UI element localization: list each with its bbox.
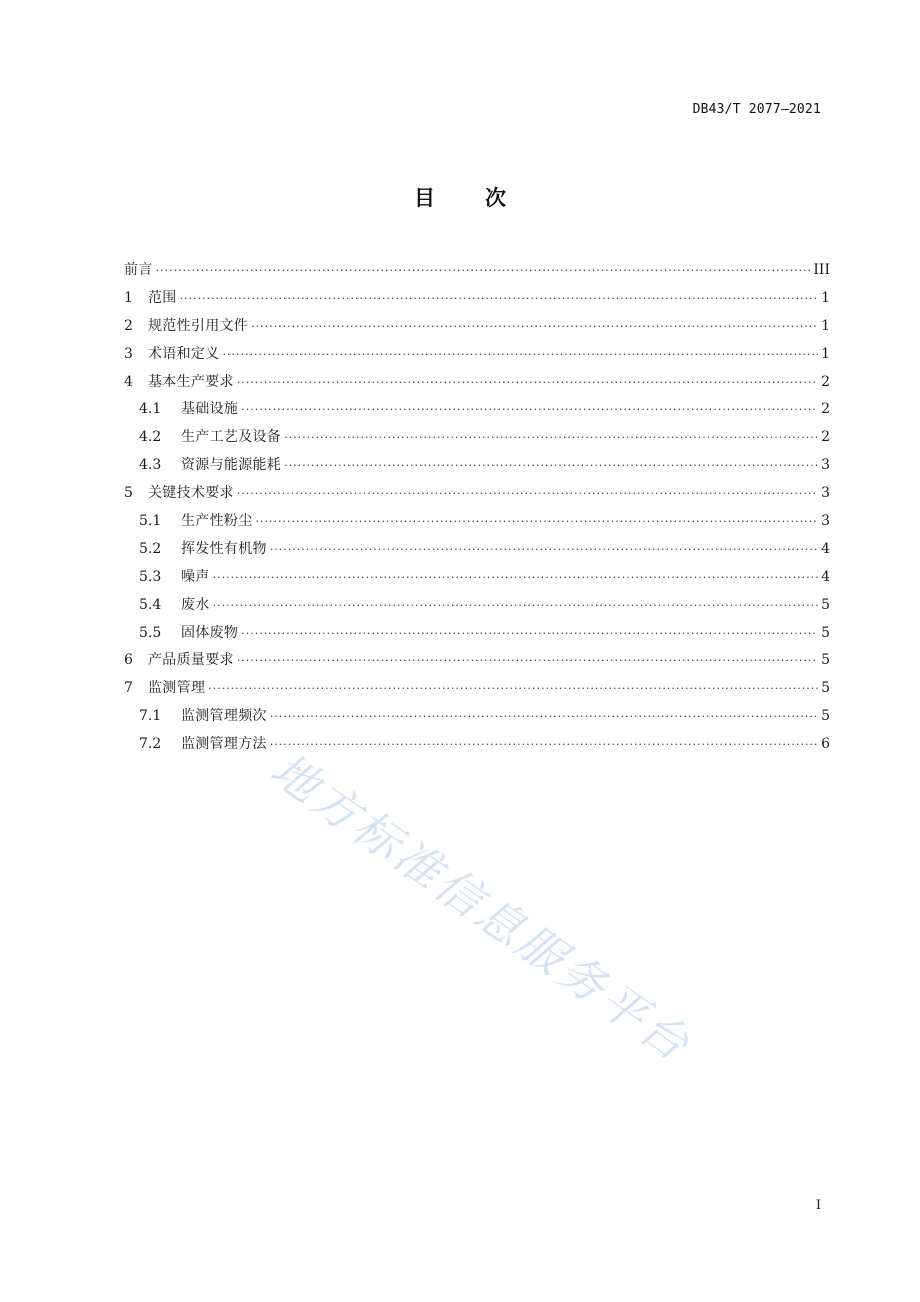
toc-entry-page: 3 bbox=[821, 457, 830, 474]
toc-entry-number: 7.1 bbox=[139, 708, 162, 725]
toc-entry-number: 4.3 bbox=[139, 457, 162, 474]
toc-entry-label: 噪声 bbox=[181, 568, 210, 585]
toc-dot-leader bbox=[213, 592, 818, 620]
toc-entry-label: 基本生产要求 bbox=[148, 373, 234, 390]
toc-entry[interactable] bbox=[124, 675, 830, 703]
toc-entry-label: 生产性粉尘 bbox=[181, 513, 253, 530]
toc-dot-leader bbox=[270, 703, 818, 731]
toc-dot-leader bbox=[270, 536, 818, 564]
toc-entry-label: 监测管理方法 bbox=[181, 736, 267, 753]
page-title: 目次 bbox=[414, 186, 556, 210]
toc-entry-label: 规范性引用文件 bbox=[148, 317, 249, 334]
toc-entry-number: 4.1 bbox=[139, 401, 162, 418]
toc-entry-label: 范围 bbox=[148, 289, 177, 306]
toc-entry-number: 5.1 bbox=[139, 513, 162, 530]
toc-dot-leader bbox=[284, 424, 818, 452]
toc-entry-page: 3 bbox=[821, 513, 830, 530]
toc-entry[interactable] bbox=[124, 341, 830, 369]
toc-entry-page: 4 bbox=[821, 540, 830, 557]
toc-entry-page: 6 bbox=[821, 736, 830, 753]
toc-entry[interactable] bbox=[124, 369, 830, 397]
toc-dot-leader bbox=[213, 564, 818, 592]
toc-entry-number: 5.4 bbox=[139, 596, 162, 613]
toc-entry[interactable] bbox=[124, 396, 830, 424]
toc-entry[interactable] bbox=[124, 592, 830, 620]
toc-entry[interactable] bbox=[124, 257, 830, 285]
toc-entry[interactable] bbox=[124, 564, 830, 592]
toc-dot-leader bbox=[251, 313, 818, 341]
toc-entry-page: 1 bbox=[821, 317, 830, 334]
toc-dot-leader bbox=[237, 480, 818, 508]
toc-dot-leader bbox=[241, 620, 818, 648]
toc-entry-label: 前言 bbox=[124, 262, 153, 278]
toc-entry-label: 监测管理 bbox=[148, 680, 206, 697]
toc-entry-page: III bbox=[813, 262, 830, 278]
toc-entry-page: 5 bbox=[821, 708, 830, 725]
toc-dot-leader bbox=[237, 647, 818, 675]
toc-entry-label: 固体废物 bbox=[181, 624, 239, 641]
toc-entry[interactable] bbox=[124, 647, 830, 675]
toc-entry-label: 废水 bbox=[181, 596, 210, 613]
toc-entry[interactable] bbox=[124, 508, 830, 536]
toc-entry-number: 4.2 bbox=[139, 429, 162, 446]
toc-entry[interactable] bbox=[124, 480, 830, 508]
toc-entry-page: 5 bbox=[821, 652, 830, 669]
page-number: I bbox=[815, 1198, 821, 1213]
toc-entry-page: 5 bbox=[821, 596, 830, 613]
toc-dot-leader bbox=[223, 341, 819, 369]
toc-entry-label: 关键技术要求 bbox=[148, 485, 234, 502]
toc-entry-page: 2 bbox=[821, 429, 830, 446]
toc-entry-page: 4 bbox=[821, 568, 830, 585]
toc-entry[interactable] bbox=[124, 313, 830, 341]
toc-entry-label: 生产工艺及设备 bbox=[181, 429, 282, 446]
toc-entry-number: 2 bbox=[124, 317, 133, 334]
toc-entry-label: 挥发性有机物 bbox=[181, 540, 267, 557]
toc-dot-leader bbox=[256, 508, 819, 536]
toc-entry-page: 2 bbox=[821, 401, 830, 418]
toc-dot-leader bbox=[180, 285, 818, 313]
toc-entry-page: 2 bbox=[821, 373, 830, 390]
toc-entry-number: 1 bbox=[124, 289, 133, 306]
toc-entry[interactable] bbox=[124, 536, 830, 564]
document-code: DB43/T 2077—2021 bbox=[692, 102, 821, 117]
toc-entry-number: 5.3 bbox=[139, 568, 162, 585]
toc-dot-leader bbox=[208, 675, 818, 703]
toc-dot-leader bbox=[284, 452, 818, 480]
toc-dot-leader bbox=[241, 396, 818, 424]
toc-entry-label: 术语和定义 bbox=[148, 345, 220, 362]
toc-entry[interactable] bbox=[124, 285, 830, 313]
watermark: 地方标准信息服务平台 bbox=[261, 741, 702, 1073]
toc-entry-label: 产品质量要求 bbox=[148, 652, 234, 669]
toc-entry-number: 4 bbox=[124, 373, 133, 390]
toc-entry-page: 3 bbox=[821, 485, 830, 502]
toc-dot-leader bbox=[270, 731, 818, 759]
toc-entry-page: 5 bbox=[821, 680, 830, 697]
toc-entry[interactable] bbox=[124, 703, 830, 731]
table-of-contents bbox=[124, 257, 830, 759]
toc-entry-number: 5.2 bbox=[139, 540, 162, 557]
toc-entry-number: 7.2 bbox=[139, 736, 162, 753]
toc-entry[interactable] bbox=[124, 731, 830, 759]
toc-dot-leader bbox=[237, 369, 818, 397]
toc-entry-label: 监测管理频次 bbox=[181, 708, 267, 725]
toc-entry[interactable] bbox=[124, 452, 830, 480]
toc-entry-number: 6 bbox=[124, 652, 133, 669]
toc-entry-page: 1 bbox=[821, 289, 830, 306]
toc-entry-label: 基础设施 bbox=[181, 401, 239, 418]
toc-dot-leader bbox=[156, 257, 811, 285]
toc-entry-number: 5 bbox=[124, 485, 133, 502]
toc-entry[interactable] bbox=[124, 424, 830, 452]
toc-entry-number: 5.5 bbox=[139, 624, 162, 641]
toc-entry-number: 7 bbox=[124, 680, 133, 697]
toc-entry[interactable] bbox=[124, 620, 830, 648]
toc-entry-label: 资源与能源能耗 bbox=[181, 457, 282, 474]
toc-entry-page: 1 bbox=[821, 345, 830, 362]
toc-entry-number: 3 bbox=[124, 345, 133, 362]
toc-entry-page: 5 bbox=[821, 624, 830, 641]
